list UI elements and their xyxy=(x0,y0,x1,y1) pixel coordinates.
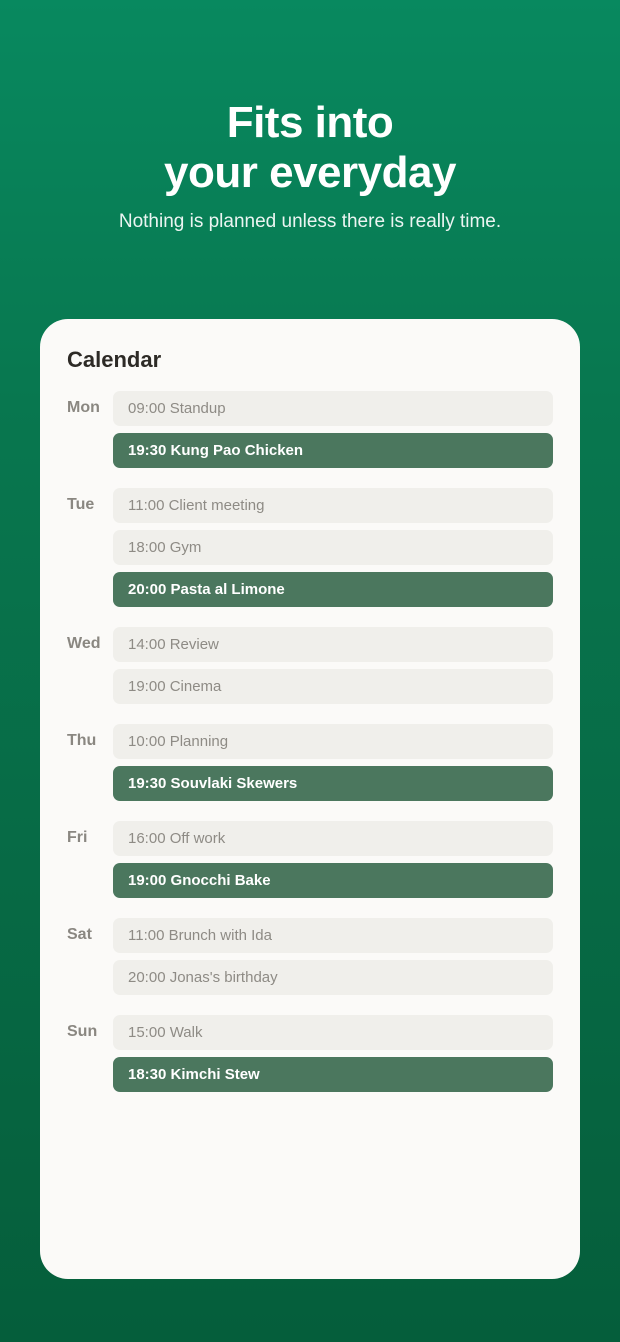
calendar-event[interactable]: 10:00 Planning xyxy=(113,724,553,759)
day-events xyxy=(113,1015,553,1092)
calendar-event[interactable]: 14:00 Review xyxy=(113,627,553,662)
calendar-card xyxy=(40,319,580,1279)
day-label: Wed xyxy=(67,635,101,652)
day-wed xyxy=(67,627,553,704)
day-events xyxy=(113,488,553,607)
calendar-event[interactable]: 18:00 Gym xyxy=(113,530,553,565)
calendar-event[interactable]: 15:00 Walk xyxy=(113,1015,553,1050)
calendar-event[interactable]: 11:00 Brunch with Ida xyxy=(113,918,553,953)
meal-event[interactable]: 19:30 Kung Pao Chicken xyxy=(113,433,553,468)
meal-event[interactable]: 20:00 Pasta al Limone xyxy=(113,572,553,607)
day-label: Tue xyxy=(67,496,95,513)
day-fri xyxy=(67,821,553,898)
calendar-event[interactable]: 19:00 Cinema xyxy=(113,669,553,704)
day-label: Mon xyxy=(67,399,100,416)
day-events xyxy=(113,391,553,468)
day-sat xyxy=(67,918,553,995)
hero-title xyxy=(0,98,620,198)
day-events xyxy=(113,821,553,898)
day-tue xyxy=(67,488,553,607)
calendar-event[interactable]: 11:00 Client meeting xyxy=(113,488,553,523)
hero-title-line-1: Fits into xyxy=(226,98,394,147)
day-mon xyxy=(67,391,553,468)
hero-subtitle: Nothing is planned unless there is really time. xyxy=(118,211,502,232)
meal-event[interactable]: 19:30 Souvlaki Skewers xyxy=(113,766,553,801)
meal-event[interactable]: 19:00 Gnocchi Bake xyxy=(113,863,553,898)
calendar-title: Calendar xyxy=(67,347,162,372)
day-events xyxy=(113,918,553,995)
calendar-event[interactable]: 16:00 Off work xyxy=(113,821,553,856)
day-sun xyxy=(67,1015,553,1092)
day-events xyxy=(113,627,553,704)
calendar-event[interactable]: 09:00 Standup xyxy=(113,391,553,426)
calendar-event[interactable]: 20:00 Jonas's birthday xyxy=(113,960,553,995)
day-label: Sat xyxy=(67,926,92,943)
day-events xyxy=(113,724,553,801)
day-thu xyxy=(67,724,553,801)
day-label: Thu xyxy=(67,732,97,749)
hero-section xyxy=(0,98,620,234)
meal-event[interactable]: 18:30 Kimchi Stew xyxy=(113,1057,553,1092)
day-label: Fri xyxy=(67,829,88,846)
day-label: Sun xyxy=(67,1023,98,1040)
hero-title-line-2: your everyday xyxy=(164,148,456,197)
